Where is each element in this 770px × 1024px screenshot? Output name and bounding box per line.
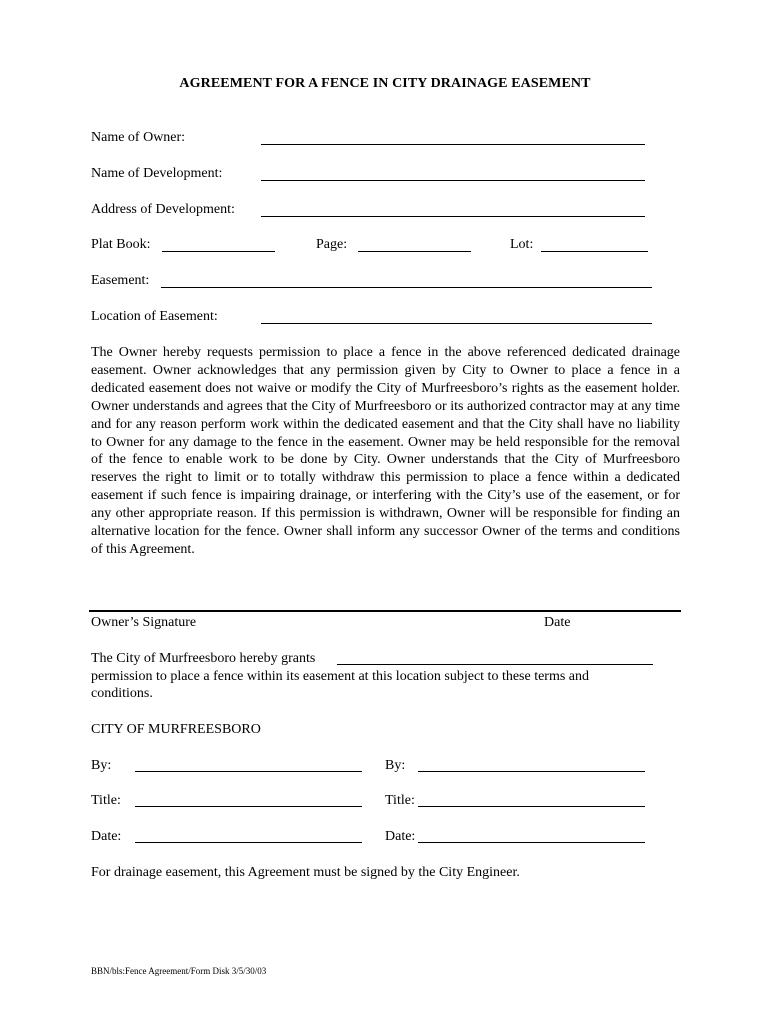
easement-location-field[interactable] (261, 323, 652, 324)
development-name-label: Name of Development: (91, 166, 223, 181)
right-title-label: Title: (385, 793, 415, 808)
city-engineer-note: For drainage easement, this Agreement must be signed by the City Engineer. (91, 865, 520, 880)
right-date-label: Date: (385, 829, 416, 844)
easement-location-label: Location of Easement: (91, 309, 218, 324)
left-by-field[interactable] (135, 771, 362, 772)
left-title-label: Title: (91, 793, 121, 808)
left-date-label: Date: (91, 829, 122, 844)
document-title: AGREEMENT FOR A FENCE IN CITY DRAINAGE EASEMENT (179, 76, 591, 91)
owner-date-label: Date (544, 615, 571, 630)
owner-name-label: Name of Owner: (91, 130, 186, 145)
development-address-label: Address of Development: (91, 202, 235, 217)
page-label: Page: (316, 237, 348, 252)
right-date-field[interactable] (418, 842, 645, 843)
form-footer: BBN/bls:Fence Agreement/Form Disk 3/5/30/03 (91, 966, 267, 976)
city-heading: CITY OF MURFREESBORO (91, 722, 261, 737)
easement-label: Easement: (91, 273, 150, 288)
left-title-field[interactable] (135, 806, 362, 807)
right-by-field[interactable] (418, 771, 645, 772)
owner-name-field[interactable] (261, 144, 645, 145)
agreement-body: The Owner hereby requests permission to place a fence in the above referenced dedicated drainage easement. Owner acknowledges that any permission given by City to Owner to place a fence in a dedicated easement does not waive or modify the City of Murfreesboro’s rights as the easement holder. Owner understands and agrees that the City of Murfreesboro or its authorized contractor may at any time and for any reason perform work within the dedicated easement and that the City shall have no liability to Owner for any damage to the fence in the easement. Owner may be held responsible for the removal of the fence to enable work to be done by City. Owner understands that the City of Murfreesboro reserves the right to limit or to totally withdraw this permission to place a fence within a dedicated easement if such fence is impairing drainage, or interfering with the City’s use of the easement, or for any other appropriate reason. If this permission is withdrawn, Owner will be responsible for finding an alternative location for the fence. Owner shall inform any successor Owner of the terms and conditions of this Agreement. (91, 345, 680, 557)
left-date-field[interactable] (135, 842, 362, 843)
development-name-field[interactable] (261, 180, 645, 181)
plat-book-label: Plat Book: (91, 237, 151, 252)
owner-signature-line[interactable] (89, 610, 681, 612)
city-grant-field[interactable] (337, 664, 653, 665)
left-by-label: By: (91, 758, 112, 773)
right-title-field[interactable] (418, 806, 645, 807)
lot-field[interactable] (541, 251, 648, 252)
lot-label: Lot: (510, 237, 534, 252)
plat-book-field[interactable] (162, 251, 275, 252)
owner-signature-label: Owner’s Signature (91, 615, 197, 630)
right-by-label: By: (385, 758, 406, 773)
city-grant-text: permission to place a fence within its easement at this location subject to these terms and conditions. (91, 669, 590, 701)
easement-field[interactable] (161, 287, 652, 288)
development-address-field[interactable] (261, 216, 645, 217)
city-grant-lead: The City of Murfreesboro hereby grants (91, 651, 316, 666)
page-field[interactable] (358, 251, 471, 252)
